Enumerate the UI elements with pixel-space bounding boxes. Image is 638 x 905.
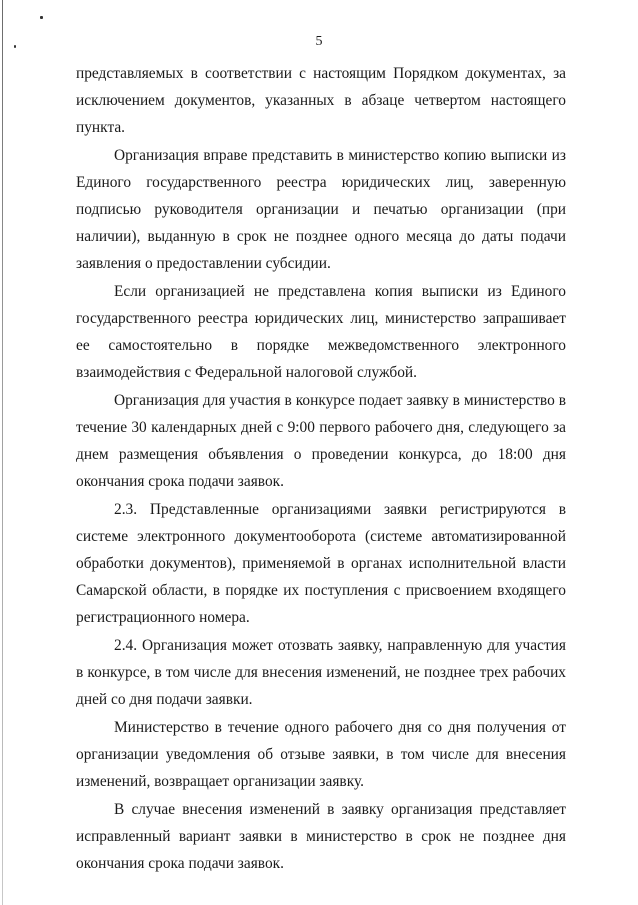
paragraph-2-4-withdrawal: 2.4. Организация может отозвать заявку, направленную для участия в конкурсе, в том числе для внесения изменений, не позднее трех рабочих дней со дня подачи заявки.	[76, 637, 566, 708]
paragraph-extract-copy: Организация вправе представить в министерство копию выписки из Единого государственного реестра юридических лиц, заверенную подписью руководителя организации и печатью организации (при наличии), выданную в срок не позднее одного месяца до даты подачи заявления о предоставлении субсидии.	[76, 147, 566, 272]
scan-speck	[40, 16, 43, 19]
document-body	[76, 60, 566, 877]
paragraph-corrected-application: В случае внесения изменений в заявку организация представляет исправленный вариант заявки в министерство в срок не позднее дня окончания срока подачи заявок.	[76, 801, 566, 872]
scan-edge-mark	[2, 0, 3, 905]
page-number: 5	[315, 34, 323, 49]
paragraph-application-deadline: Организация для участия в конкурсе подает заявку в министерство в течение 30 календарных дней с 9:00 первого рабочего дня, следующего за днем размещения объявления о проведении конкурса, до 18:00 дня окончания срока подачи заявок.	[76, 392, 566, 490]
paragraph-interagency-request: Если организацией не представлена копия выписки из Единого государственного реестра юридических лиц, министерство запрашивает ее самостоятельно в порядке межведомственного электронного взаимодействия с Федеральной налоговой службой.	[76, 283, 566, 381]
paragraph-2-3-registration: 2.3. Представленные организациями заявки регистрируются в системе электронного документооборота (системе автоматизированной обработки документов), применяемой в органах исполнительной власти Самарской области, в порядке их поступления с присвоением входящего регистрационного номера.	[76, 501, 566, 626]
paragraph-return-application: Министерство в течение одного рабочего дня со дня получения от организации уведомления об отзыве заявки, в том числе для внесения изменений, возвращает организации заявку.	[76, 719, 566, 790]
paragraph-continuation: представляемых в соответствии с настоящим Порядком документах, за исключением документов, указанных в абзаце четвертом настоящего пункта.	[76, 65, 566, 136]
